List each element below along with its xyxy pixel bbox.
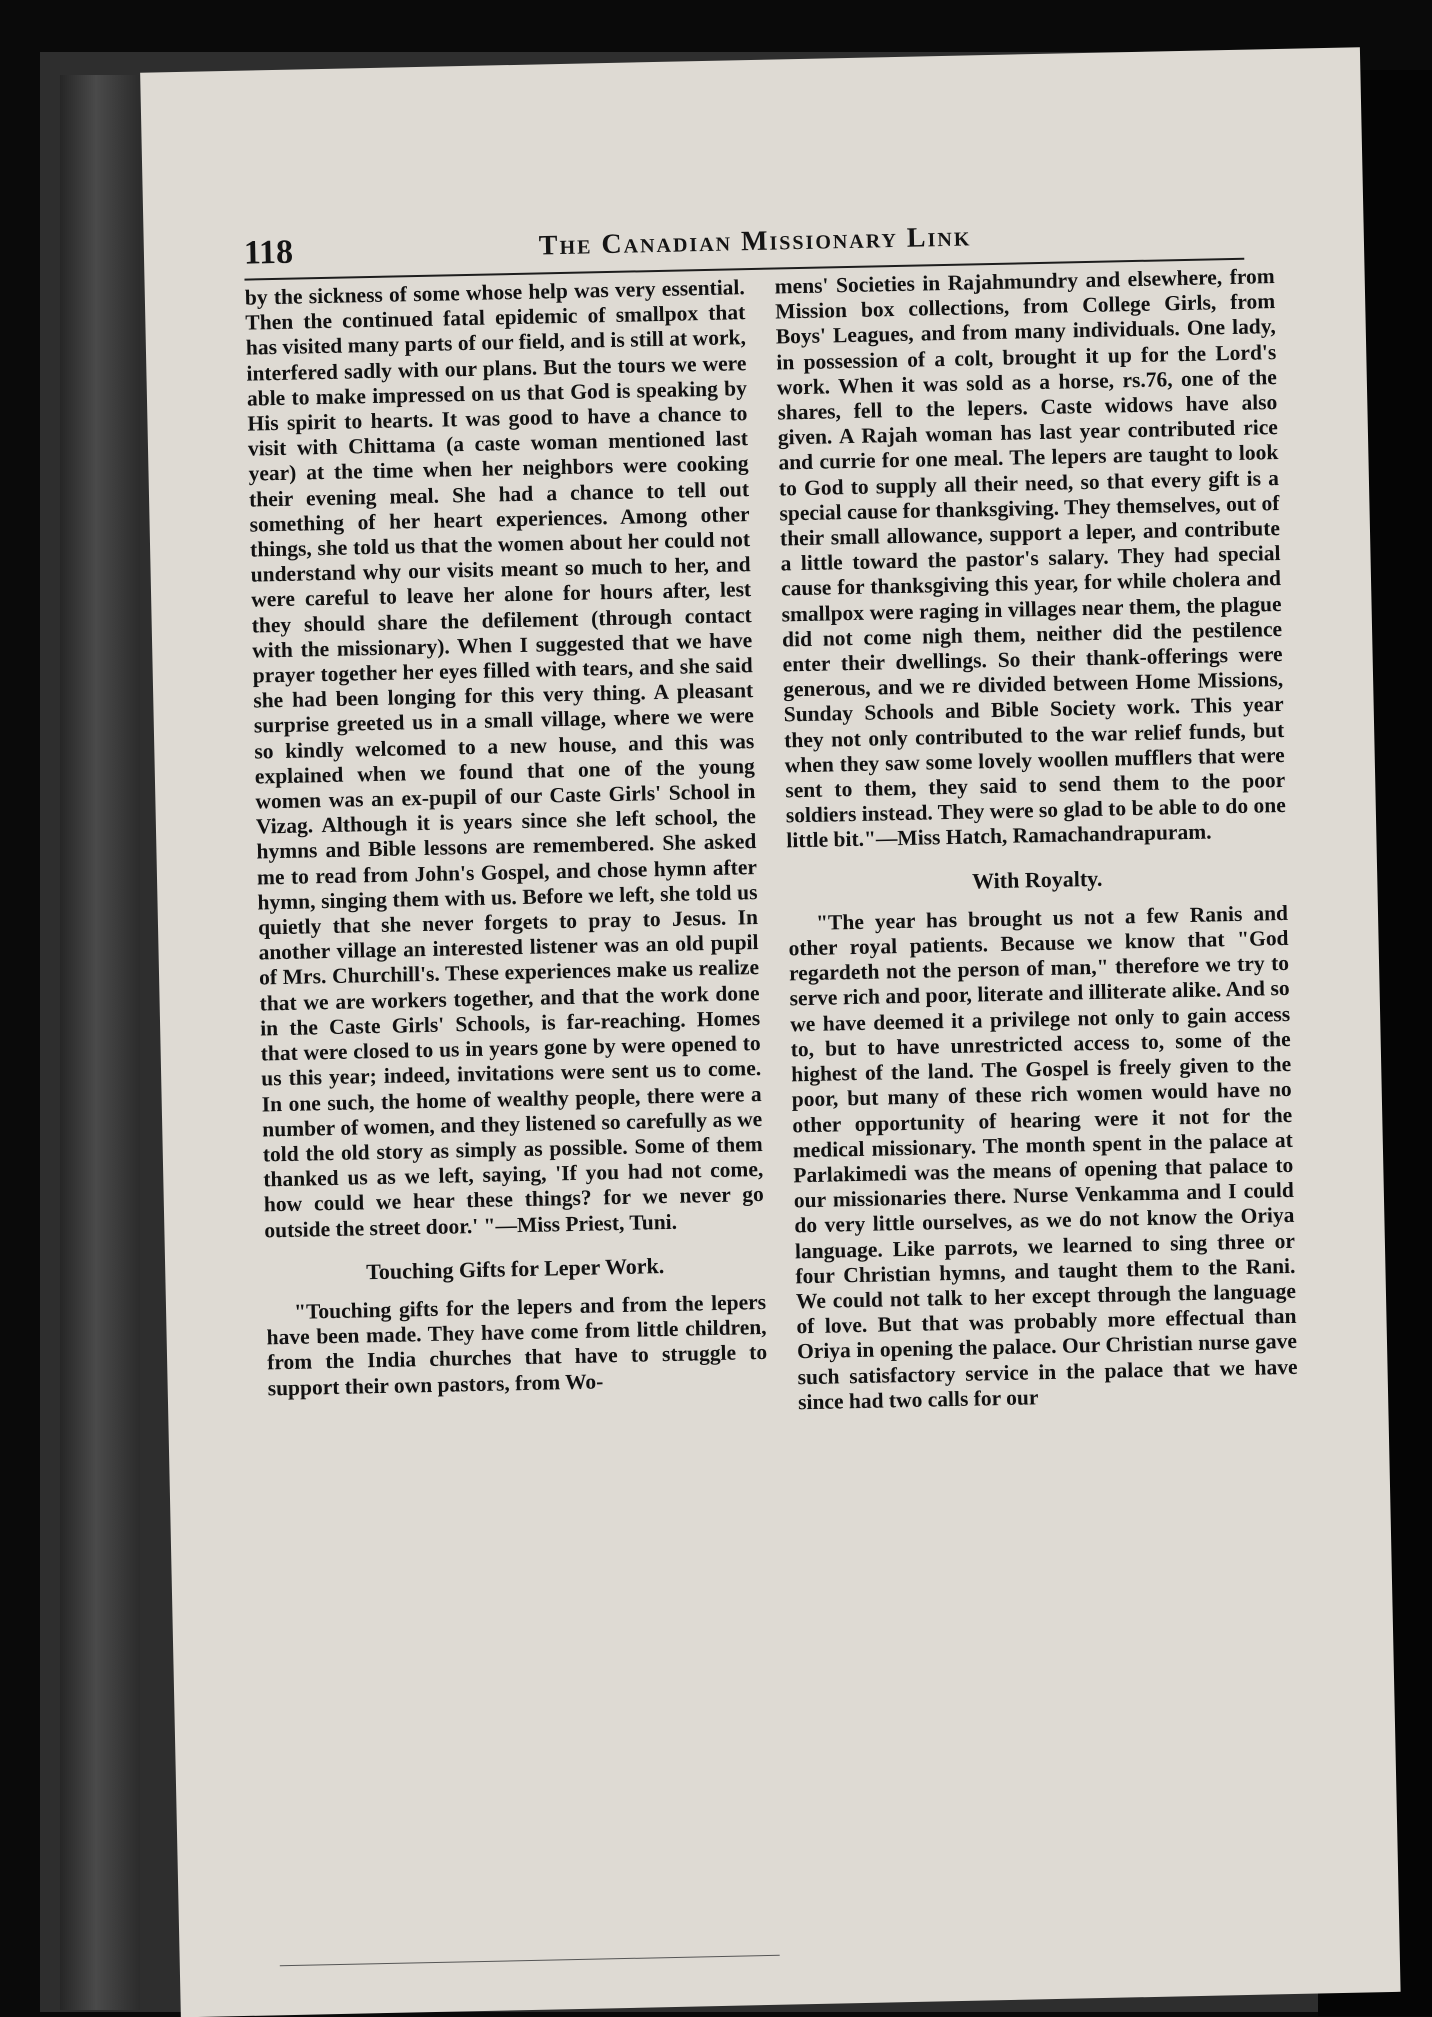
right-column xyxy=(774,264,1308,1924)
footer-rule xyxy=(280,1955,780,1966)
section-heading-leper-work: Touching Gifts for Leper Work. xyxy=(365,1252,665,1285)
left-paragraph-leper-gifts: "Touching gifts for the lepers and from the lepers have been made. They have come from little children, from the India churches that have to struggle to support their own pastors, from Wo- xyxy=(266,1289,768,1400)
book-page xyxy=(140,47,1400,2017)
left-column xyxy=(245,275,779,1935)
right-paragraph-royalty: "The year has brought us not a few Ranis and other royal patients. Because we know that "God regardeth not the person of man," therefore we try to serve rich and poor, literate and illiterate alike. And so we have deemed it a privilege not only to gain access to, but to have unrestricted access to, some of the highest of the land. The Gospel is freely given to the poor, but many of these rich women would have no other opportunity of hearing were it not for the medical missionary. The month spent in the palace at Parlakimedi was the means of opening that palace to our missionaries there. Nurse Venkamma and I could do very little ourselves, as we do not know the Oriya language. Like parrots, we learned to sing three or four Christian hymns, and taught them to the Rani. We could not talk to her except through the language of love. But that was probably more effectual than Oriya in opening the palace. Our Christian nurse gave such satisfactory service in the palace that we have since had two calls for our xyxy=(788,900,1298,1415)
page-number: 118 xyxy=(243,233,294,272)
book-page-edges xyxy=(60,75,140,2010)
left-paragraph-continued: by the sickness of some whose help was very essential. Then the continued fatal epidemic of smallpox that has visited many parts of our field, and is still at work, interfered sadly with our plans. But the tours we were able to make impressed on us that God is speaking by His spirit to hearts. It was good to have a chance to visit with Chittama (a caste woman mentioned last year) at the time when her neighbors were cooking their evening meal. She had a chance to tell out something of her heart experiences. Among other things, she told us that the women about her could not understand why our visits meant so much to her, and were careful to leave her alone for hours after, lest they should share the defilement (through contact with the missionary). When I suggested that we have prayer together her eyes filled with tears, and she said she had been longing for this very thing. A pleasant surprise greeted us in a small village, where we were so kindly welcomed to a new house, and this was explained when we found that one of the young women was an ex-pupil of our Caste Girls' School in Vizag. Although it is years since she left school, the hymns and Bible lessons are remembered. She asked me to read from John's Gospel, and chose hymn after hymn, singing them with us. Before we left, she told us quietly that she never forgets to pray to Jesus. In another village an interested listener was an old pupil of Mrs. Churchill's. These experiences make us realize that we are workers together, and that the work done in the Caste Girls' Schools, is far-reaching. Homes that were closed to us in years gone by were opened to us this year; indeed, invitations were sent us to come. In one such, the home of wealthy people, there were a number of women, and they listened so carefully as we told the old story as simply as possible. Some of them thanked us as we left, saying, 'If you had not come, how could we hear these things? for we never go outside the street door.' "—Miss Priest, Tuni. xyxy=(244,275,765,1242)
section-heading-royalty: With Royalty. xyxy=(971,865,1103,894)
right-paragraph-continued: mens' Societies in Rajahmundry and elsewhere, from Mission box collections, from College Girls, from Boys' Leagues, and from many individuals. One lady, in possession of a colt, brought it up for the Lord's work. When it was sold as a horse, rs.76, one of the shares, fell to the lepers. Caste widows have also given. A Rajah woman has last year contributed rice and currie for one meal. The lepers are taught to look to God to supply all their need, so that every gift is a special cause for thanksgiving. They themselves, out of their small allowance, support a leper, and contribute a little toward the pastor's salary. They had special cause for thanksgiving this year, for while cholera and smallpox were raging in villages near them, the plague did not come nigh them, neither did the pestilence enter their dwellings. So their thank-offerings were generous, and we re divided between Home Missions, Sunday Schools and Bible Society work. This year they not only contributed to the war relief funds, but when they saw some lovely woollen mufflers that were sent to them, they said to send them to the poor soldiers instead. They were so glad to be able to do one little bit."—Miss Hatch, Ramachandrapuram. xyxy=(774,264,1286,853)
journal-title: The Canadian Missionary Link xyxy=(538,221,972,262)
